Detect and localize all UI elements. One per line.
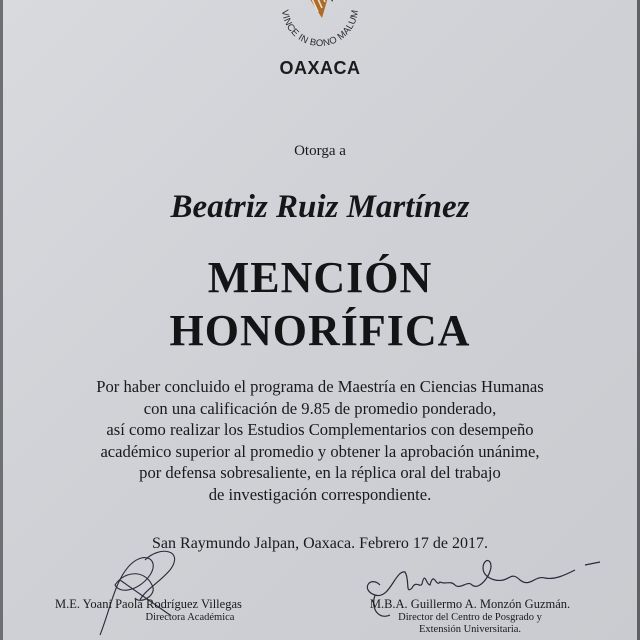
signatory-role-line1: Director del Centro de Posgrado y [398,612,542,623]
body-line: por defensa sobresaliente, en la réplica oral del trabajo [139,463,501,483]
signatory-name: M.E. Yoani Paola Rodríguez Villegas [55,597,242,611]
signature-block-right [340,597,600,636]
signature-scribble-left-icon [90,540,200,640]
body-line: con una calificación de 9.85 de promedio ponderado, [143,398,497,418]
award-title-line1: MENCIÓN [207,253,433,302]
body-line: de investigación correspondiente. [208,484,432,504]
body-line: académico superior al promedio y obtener la aprobación unánime, [100,441,540,461]
recipient-name: Beatriz Ruiz Martínez [170,189,470,225]
body-line: Por haber concluido el programa de Maestría en Ciencias Humanas [96,377,544,396]
grants-label: Otorga a [294,143,346,159]
svg-text:VINCE IN BONO MALUM [279,9,361,49]
signatory-name: M.B.A. Guillermo A. Monzón Guzmán. [369,597,571,611]
signature-block-left [55,597,285,624]
seal-motto: VINCE IN BONO MALUM [278,8,362,50]
award-title-line2: HONORÍFICA [169,306,471,355]
body-line: así como realizar los Estudios Complementarios con desempeño [106,420,534,440]
certificate-body [40,376,600,506]
signatory-role-line2: Extensión Universitaria. [418,624,522,635]
place-and-date: San Raymundo Jalpan, Oaxaca. Febrero 17 de 2017. [152,535,488,552]
institution-location: OAXACA [279,58,361,78]
signatory-role: Directora Académica [145,612,235,623]
seal-stripes-icon [304,0,338,18]
